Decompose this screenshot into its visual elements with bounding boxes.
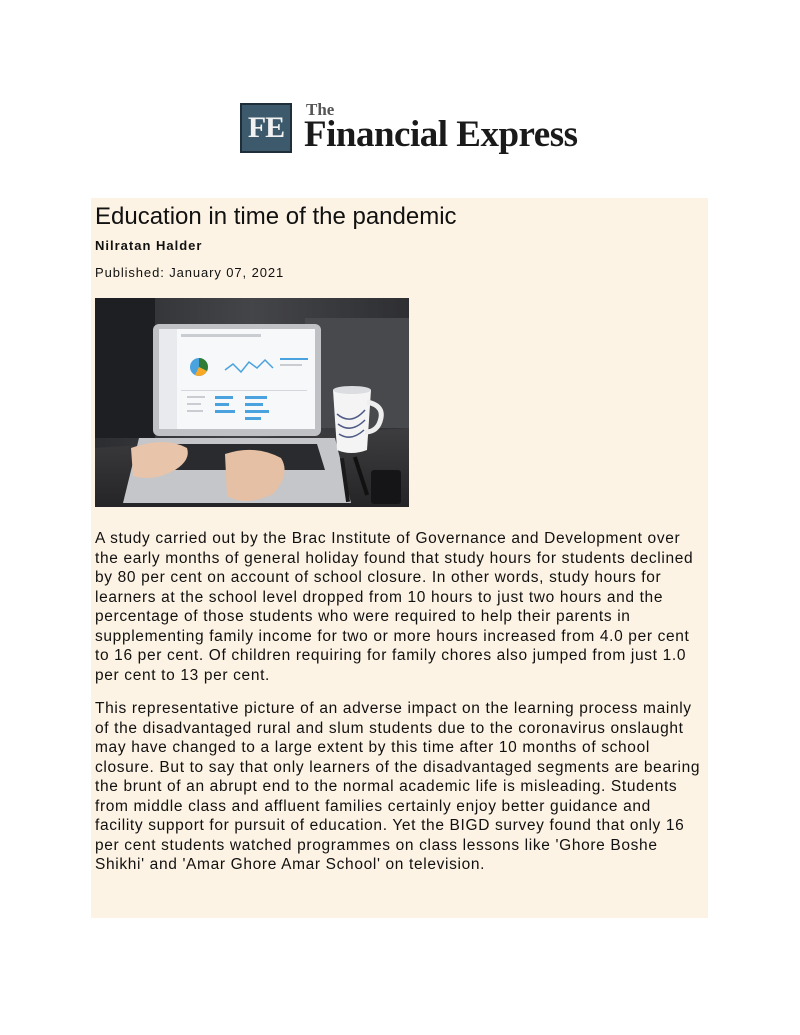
fe-logo-text: FE [247, 111, 285, 144]
article [91, 198, 708, 918]
publish-date: Published: January 07, 2021 [95, 265, 285, 280]
fe-logo-box [240, 103, 292, 153]
article-photo [95, 298, 409, 507]
article-body [95, 529, 703, 889]
masthead-the-label: The [306, 100, 335, 119]
newspaper-name: Financial Express [304, 114, 578, 155]
article-headline: Education in time of the pandemic [95, 203, 457, 230]
laptop-photo-illustration [95, 298, 409, 507]
masthead [240, 100, 578, 160]
article-author: Nilratan Halder [95, 238, 203, 253]
article-paragraph: This representative picture of an adverse impact on the learning process mainly of the disadvantaged rural and slum students due to the coronavirus onslaught may have changed to a large extent by this time after 10 months of school closure. But to say that only learners of the disadvantaged segments are bearing the brunt of an abrupt end to the normal academic life is misleading. Students from middle class and affluent families certainly enjoy better guidance and facility support for pursuit of education. Yet the BIGD survey found that only 16 per cent students watched programmes on class lessons like 'Ghore Boshe Shikhi' and 'Amar Ghore Amar School' on television. [95, 700, 701, 873]
article-paragraph: A study carried out by the Brac Institute of Governance and Development over the early months of general holiday found that study hours for students declined by 80 per cent on account of school closure. In other words, study hours for learners at the school level dropped from 10 hours to just two hours and the percentage of those students who were required to help their parents in supplementing family income for two or more hours increased from 4.0 per cent to 16 per cent. Of children requiring for family chores also jumped from just 1.0 per cent to 13 per cent. [95, 530, 694, 684]
laptop-screen [153, 324, 321, 436]
